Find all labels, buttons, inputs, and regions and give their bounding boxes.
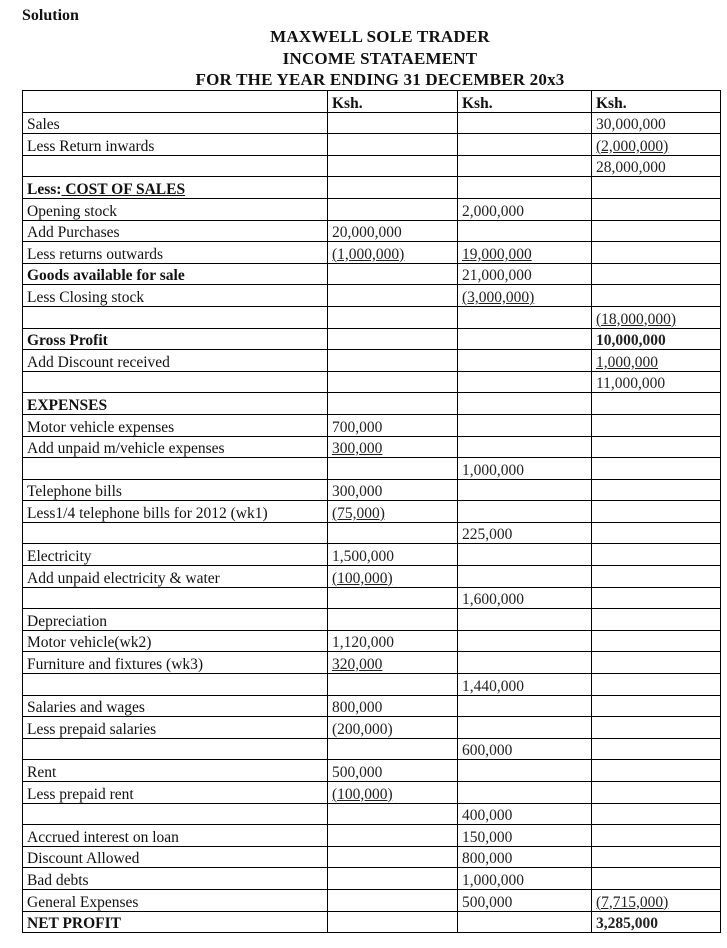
row-amount-col1-text: 320,000: [332, 656, 383, 674]
row-amount-col1: [328, 868, 458, 890]
row-amount-col1-text: 300,000: [332, 440, 383, 458]
row-label: [23, 134, 328, 156]
table-row: [23, 609, 721, 631]
table-row: [23, 263, 721, 285]
row-amount-col3: [592, 134, 721, 156]
row-amount-col2: [458, 285, 592, 307]
business-name: MAXWELL SOLE TRADER: [270, 27, 490, 46]
row-label-text: Add unpaid electricity & water: [27, 569, 220, 587]
table-row: [23, 371, 721, 393]
row-amount-col1: [328, 393, 458, 415]
row-label: [23, 414, 328, 436]
row-amount-col3-text: (18,000,000): [596, 310, 677, 328]
row-label-text: General Expenses: [27, 893, 139, 911]
row-amount-col1-text: 800,000: [332, 699, 383, 717]
table-row: [23, 285, 721, 307]
row-amount-col3: [592, 803, 721, 825]
row-amount-col1-text: (100,000): [332, 569, 393, 587]
header-cell-label: [23, 91, 328, 113]
statement-title: INCOME STATAEMENT: [282, 49, 478, 68]
row-amount-col1: [328, 155, 458, 177]
row-amount-col1-text: 1,500,000: [332, 548, 394, 566]
row-label-text: Less Closing stock: [27, 288, 145, 306]
row-amount-col3-text: 10,000,000: [596, 332, 666, 350]
row-amount-col2: [458, 587, 592, 609]
row-label: [23, 760, 328, 782]
row-amount-col3: [592, 436, 721, 458]
row-label-text: Less Return inwards: [27, 137, 155, 155]
header-cell-ksh-2: Ksh.: [458, 91, 592, 113]
row-amount-col2: [458, 436, 592, 458]
row-amount-col1: [328, 198, 458, 220]
row-label: [23, 609, 328, 631]
row-amount-col2: [458, 458, 592, 480]
row-amount-col2: [458, 522, 592, 544]
row-amount-col1: [328, 501, 458, 523]
statement-period: FOR THE YEAR ENDING 31 DECEMBER 20x3: [195, 70, 565, 89]
table-row: [23, 328, 721, 350]
table-row: [23, 112, 721, 134]
row-amount-col1: [328, 889, 458, 911]
table-row: [23, 587, 721, 609]
row-amount-col1: [328, 306, 458, 328]
row-amount-col2: [458, 371, 592, 393]
row-amount-col1-text: (75,000): [332, 504, 385, 522]
row-amount-col2: [458, 501, 592, 523]
row-label: [23, 674, 328, 696]
row-amount-col3: [592, 609, 721, 631]
table-row: [23, 350, 721, 372]
header-cell-ksh-3: Ksh.: [592, 91, 721, 113]
table-row: [23, 306, 721, 328]
table-row: [23, 630, 721, 652]
table-row: [23, 522, 721, 544]
table-row: [23, 652, 721, 674]
row-label: [23, 263, 328, 285]
row-label: [23, 825, 328, 847]
row-amount-col2: [458, 760, 592, 782]
row-amount-col2: [458, 177, 592, 199]
row-amount-col3: [592, 112, 721, 134]
row-amount-col3-text: 28,000,000: [596, 159, 666, 177]
row-label-text: Less returns outwards: [27, 245, 164, 263]
row-amount-col3: [592, 522, 721, 544]
row-amount-col3: [592, 674, 721, 696]
row-label-text: NET PROFIT: [27, 915, 122, 933]
row-amount-col1: [328, 695, 458, 717]
row-amount-col3: [592, 242, 721, 264]
row-amount-col1: [328, 436, 458, 458]
table-row: [23, 242, 721, 264]
row-label: [23, 587, 328, 609]
row-amount-col3: [592, 371, 721, 393]
solution-label: Solution: [22, 7, 79, 24]
row-amount-col1: [328, 371, 458, 393]
row-amount-col2: [458, 414, 592, 436]
row-amount-col1: [328, 479, 458, 501]
table-row: [23, 393, 721, 415]
row-label: [23, 868, 328, 890]
row-amount-col3: [592, 782, 721, 804]
row-amount-col2: [458, 134, 592, 156]
row-amount-col2: [458, 263, 592, 285]
row-amount-col1: [328, 609, 458, 631]
row-amount-col2: [458, 782, 592, 804]
table-row: [23, 695, 721, 717]
row-amount-col3: [592, 889, 721, 911]
row-label: [23, 285, 328, 307]
table-row: [23, 911, 721, 933]
row-label: [23, 177, 328, 199]
row-amount-col2-text: 1,000,000: [462, 461, 524, 479]
row-amount-col3: [592, 458, 721, 480]
row-label: [23, 155, 328, 177]
row-amount-col2-text: 500,000: [462, 893, 513, 911]
row-label: [23, 889, 328, 911]
row-label: [23, 782, 328, 804]
row-label-text: Sales: [27, 116, 60, 134]
table-row: [23, 738, 721, 760]
row-amount-col1: [328, 328, 458, 350]
row-label-text: Telephone bills: [27, 483, 122, 501]
row-amount-col1: [328, 566, 458, 588]
row-amount-col2: [458, 889, 592, 911]
row-amount-col2: [458, 544, 592, 566]
row-amount-col1-text: 20,000,000: [332, 224, 402, 242]
row-label: [23, 846, 328, 868]
row-label-text: Bad debts: [27, 871, 89, 889]
row-amount-col3: [592, 738, 721, 760]
row-amount-col1: [328, 263, 458, 285]
row-label-text: Discount Allowed: [27, 850, 140, 868]
row-label: [23, 112, 328, 134]
table-row: [23, 134, 721, 156]
row-label: [23, 306, 328, 328]
row-label-text: Less: COST OF SALES: [27, 180, 186, 198]
row-amount-col2-text: 225,000: [462, 526, 513, 544]
row-amount-col2: [458, 911, 592, 933]
row-amount-col1: [328, 760, 458, 782]
row-label-text: Furniture and fixtures (wk3): [27, 656, 204, 674]
row-amount-col2-text: 1,440,000: [462, 677, 524, 695]
row-label-text: Accrued interest on loan: [27, 828, 179, 846]
row-amount-col3: [592, 198, 721, 220]
row-amount-col1: [328, 782, 458, 804]
table-row: [23, 155, 721, 177]
row-amount-col1-text: 1,120,000: [332, 634, 394, 652]
table-row: [23, 803, 721, 825]
table-row: [23, 414, 721, 436]
row-amount-col2-text: 21,000,000: [462, 267, 532, 285]
row-label-text: Salaries and wages: [27, 699, 145, 717]
row-label: [23, 544, 328, 566]
row-amount-col1: [328, 674, 458, 696]
row-label-text: Less prepaid rent: [27, 785, 134, 803]
row-label-text: Add unpaid m/vehicle expenses: [27, 440, 225, 458]
row-label: [23, 350, 328, 372]
row-amount-col3: [592, 177, 721, 199]
row-amount-col1: [328, 134, 458, 156]
row-amount-col2: [458, 328, 592, 350]
row-amount-col3: [592, 868, 721, 890]
row-amount-col3: [592, 695, 721, 717]
row-amount-col1: [328, 630, 458, 652]
row-amount-col1: [328, 738, 458, 760]
table-row: [23, 479, 721, 501]
row-amount-col2: [458, 695, 592, 717]
row-label: [23, 479, 328, 501]
row-label-text: Less1/4 telephone bills for 2012 (wk1): [27, 504, 268, 522]
row-label-text: Depreciation: [27, 612, 108, 630]
row-amount-col3: [592, 846, 721, 868]
row-amount-col2: [458, 198, 592, 220]
row-label: [23, 501, 328, 523]
row-amount-col2-text: 2,000,000: [462, 202, 524, 220]
row-amount-col1: [328, 803, 458, 825]
row-amount-col2-text: 400,000: [462, 807, 513, 825]
row-amount-col2: [458, 112, 592, 134]
row-label: [23, 198, 328, 220]
table-row: [23, 220, 721, 242]
row-amount-col2-text: 1,600,000: [462, 591, 524, 609]
row-label-text: Opening stock: [27, 202, 117, 220]
row-label: [23, 522, 328, 544]
row-amount-col1-text: (1,000,000): [332, 245, 405, 263]
row-amount-col1: [328, 414, 458, 436]
row-amount-col3: [592, 544, 721, 566]
row-amount-col1-text: 300,000: [332, 483, 383, 501]
row-amount-col2: [458, 393, 592, 415]
row-amount-col1: [328, 825, 458, 847]
row-amount-col2-text: 800,000: [462, 850, 513, 868]
table-header-row: [23, 91, 721, 113]
table-row: [23, 889, 721, 911]
row-label-text: Motor vehicle(wk2): [27, 634, 152, 652]
row-amount-col2: [458, 609, 592, 631]
row-amount-col3-text: 11,000,000: [596, 375, 666, 393]
row-label: [23, 328, 328, 350]
row-amount-col2: [458, 868, 592, 890]
row-amount-col1: [328, 350, 458, 372]
row-label-text: EXPENSES: [27, 396, 108, 414]
income-statement-table: [22, 90, 721, 933]
row-label: [23, 220, 328, 242]
row-label: [23, 695, 328, 717]
row-amount-col3-text: (7,715,000): [596, 893, 669, 911]
row-label-text: Electricity: [27, 548, 92, 566]
row-amount-col3-text: 1,000,000: [596, 353, 658, 371]
table-row: [23, 782, 721, 804]
row-amount-col3: [592, 825, 721, 847]
table-row: [23, 198, 721, 220]
row-amount-col3: [592, 717, 721, 739]
row-label-text: Motor vehicle expenses: [27, 418, 175, 436]
row-amount-col3: [592, 393, 721, 415]
row-amount-col2: [458, 674, 592, 696]
row-amount-col1-text: 700,000: [332, 418, 383, 436]
table-row: [23, 566, 721, 588]
row-amount-col3: [592, 479, 721, 501]
row-amount-col2: [458, 479, 592, 501]
row-amount-col3: [592, 414, 721, 436]
row-amount-col2: [458, 717, 592, 739]
row-label-text: Less prepaid salaries: [27, 720, 157, 738]
row-amount-col1: [328, 285, 458, 307]
row-amount-col1: [328, 652, 458, 674]
row-label: [23, 630, 328, 652]
row-amount-col3-text: 30,000,000: [596, 116, 666, 134]
header-cell-ksh-1: Ksh.: [328, 91, 458, 113]
row-amount-col1: [328, 112, 458, 134]
row-amount-col1: [328, 177, 458, 199]
row-amount-col3-text: 3,285,000: [596, 915, 658, 933]
row-amount-col1: [328, 458, 458, 480]
row-amount-col1: [328, 522, 458, 544]
row-label: [23, 371, 328, 393]
row-label: [23, 566, 328, 588]
row-amount-col2: [458, 306, 592, 328]
row-amount-col3: [592, 760, 721, 782]
row-amount-col2: [458, 566, 592, 588]
row-amount-col2-text: 19,000,000: [462, 245, 532, 263]
row-label: [23, 458, 328, 480]
table-row: [23, 436, 721, 458]
row-amount-col1: [328, 911, 458, 933]
table-row: [23, 458, 721, 480]
row-amount-col2: [458, 846, 592, 868]
row-amount-col1: [328, 717, 458, 739]
row-amount-col1: [328, 846, 458, 868]
row-label-text: Add Discount received: [27, 353, 170, 371]
row-amount-col2: [458, 630, 592, 652]
table-row: [23, 544, 721, 566]
row-amount-col3: [592, 587, 721, 609]
row-amount-col1: [328, 220, 458, 242]
row-label-text: Gross Profit: [27, 332, 108, 350]
row-amount-col3: [592, 285, 721, 307]
row-amount-col2-text: (3,000,000): [462, 288, 535, 306]
row-amount-col1: [328, 544, 458, 566]
row-amount-col3: [592, 155, 721, 177]
table-row: [23, 825, 721, 847]
row-amount-col1-text: (200,000): [332, 720, 393, 738]
row-amount-col3: [592, 566, 721, 588]
row-label: [23, 393, 328, 415]
row-amount-col1: [328, 587, 458, 609]
row-amount-col1: [328, 242, 458, 264]
row-amount-col2-text: 150,000: [462, 828, 513, 846]
row-amount-col2: [458, 652, 592, 674]
row-amount-col3: [592, 350, 721, 372]
row-amount-col2: [458, 825, 592, 847]
row-amount-col3: [592, 652, 721, 674]
table-row: [23, 674, 721, 696]
table-row: [23, 760, 721, 782]
row-label-text: Goods available for sale: [27, 267, 185, 285]
table-row: [23, 717, 721, 739]
row-label: [23, 738, 328, 760]
row-amount-col2: [458, 220, 592, 242]
row-amount-col1-text: (100,000): [332, 785, 393, 803]
row-label: [23, 911, 328, 933]
row-amount-col2-text: 1,000,000: [462, 871, 524, 889]
row-amount-col2-text: 600,000: [462, 742, 513, 760]
row-label-text: Add Purchases: [27, 224, 120, 242]
row-amount-col2: [458, 350, 592, 372]
row-label-text: Rent: [27, 764, 57, 781]
row-amount-col3: [592, 630, 721, 652]
row-amount-col3: [592, 328, 721, 350]
row-label: [23, 803, 328, 825]
table-row: [23, 177, 721, 199]
row-label: [23, 436, 328, 458]
table-row: [23, 868, 721, 890]
row-amount-col2: [458, 803, 592, 825]
row-amount-col2: [458, 155, 592, 177]
row-amount-col3-text: (2,000,000): [596, 137, 669, 155]
row-label: [23, 717, 328, 739]
table-row: [23, 501, 721, 523]
table-row: [23, 846, 721, 868]
row-amount-col3: [592, 911, 721, 933]
row-label: [23, 242, 328, 264]
row-amount-col2: [458, 738, 592, 760]
row-amount-col3: [592, 220, 721, 242]
row-amount-col1-text: 500,000: [332, 764, 383, 781]
row-label: [23, 652, 328, 674]
row-amount-col3: [592, 263, 721, 285]
row-amount-col3: [592, 306, 721, 328]
row-amount-col3: [592, 501, 721, 523]
row-amount-col2: [458, 242, 592, 264]
